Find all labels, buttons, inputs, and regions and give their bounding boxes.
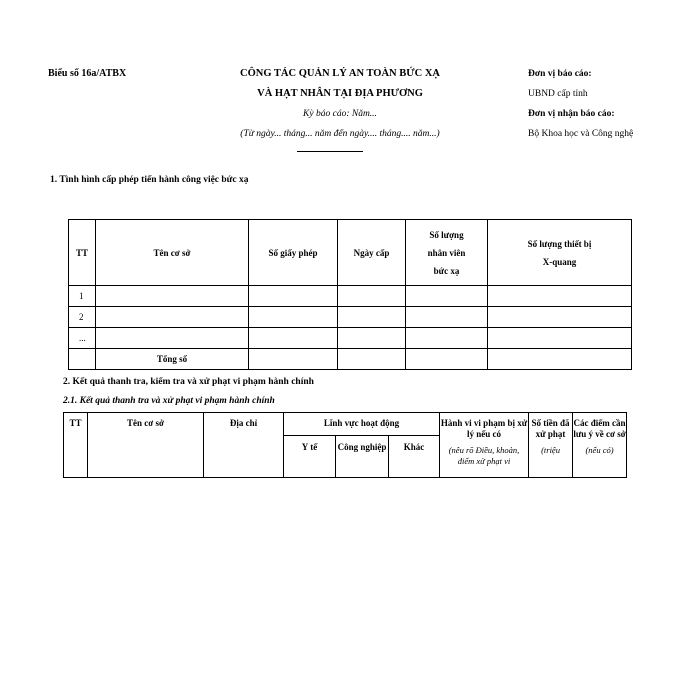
row-cell xyxy=(96,286,249,307)
report-title-block xyxy=(195,67,485,141)
row-cell xyxy=(249,286,338,307)
inspection-table xyxy=(63,412,627,478)
col-fine-label: Số tiền đã xử phạt xyxy=(531,418,570,439)
row-cell xyxy=(406,349,488,370)
col-fine xyxy=(529,413,573,478)
col-tt: TT xyxy=(64,413,88,478)
section2-1-heading: 2.1. Kết quả thanh tra và xử phạt vi phạm hành chính xyxy=(63,396,275,406)
col-tt: TT xyxy=(69,220,96,286)
col-staff-count xyxy=(406,220,488,286)
table-row xyxy=(69,307,632,328)
row-cell xyxy=(488,307,632,328)
table-row xyxy=(69,286,632,307)
col-xray-count-line1: Số lượng thiết bị xyxy=(527,238,592,249)
row-cell xyxy=(338,286,406,307)
row-cell xyxy=(338,328,406,349)
col-field-other: Khác xyxy=(389,436,440,478)
report-date-range: (Từ ngày... tháng... năm đến ngày.... tháng.... năm...) xyxy=(240,129,440,139)
col-xray-count xyxy=(488,220,632,286)
row-cell xyxy=(488,286,632,307)
col-violation-label: Hành vi vi phạm bị xử lý nếu có xyxy=(440,418,528,439)
row-cell xyxy=(338,307,406,328)
row-cell xyxy=(488,349,632,370)
licensing-table xyxy=(68,219,632,370)
col-address: Địa chỉ xyxy=(204,413,284,478)
table-row xyxy=(69,328,632,349)
col-notes-note: (nếu có) xyxy=(585,445,614,455)
reporting-unit-label: Đơn vị báo cáo: xyxy=(528,69,592,79)
report-title-line1: CÔNG TÁC QUẢN LÝ AN TOÀN BỨC XẠ xyxy=(239,68,440,79)
col-xray-count-line2: X-quang xyxy=(542,256,577,267)
col-fine-note: (triệu xyxy=(541,445,560,455)
row-tt: ... xyxy=(69,328,96,349)
form-code: Biểu số 16a/ATBX xyxy=(48,68,127,79)
row-cell xyxy=(249,328,338,349)
row-cell xyxy=(406,286,488,307)
col-notes-label: Các điểm cần lưu ý về cơ sở xyxy=(573,418,626,439)
row-cell xyxy=(488,328,632,349)
table-header-row xyxy=(64,413,627,436)
col-notes xyxy=(573,413,627,478)
report-title-line2: VÀ HẠT NHÂN TẠI ĐỊA PHƯƠNG xyxy=(257,88,423,99)
unit-info-block xyxy=(528,67,633,147)
table-header-row xyxy=(69,220,632,286)
row-cell xyxy=(406,307,488,328)
col-facility-name: Tên cơ sở xyxy=(88,413,204,478)
row-cell xyxy=(406,328,488,349)
title-divider xyxy=(297,151,363,152)
col-field-health: Y tế xyxy=(284,436,336,478)
row-cell xyxy=(249,349,338,370)
section1-heading: 1. Tình hình cấp phép tiến hành công việc bức xạ xyxy=(50,175,249,185)
row-cell xyxy=(249,307,338,328)
col-violation xyxy=(440,413,529,478)
report-period: Kỳ báo cáo: Năm... xyxy=(303,109,377,119)
col-activity-field: Lĩnh vực hoạt động xyxy=(284,413,440,436)
row-tt: 2 xyxy=(69,307,96,328)
col-facility-name: Tên cơ sở xyxy=(96,220,249,286)
table-total-row xyxy=(69,349,632,370)
receiving-unit-label: Đơn vị nhận báo cáo: xyxy=(528,109,615,119)
reporting-unit: UBND cấp tỉnh xyxy=(528,89,588,99)
col-issue-date: Ngày cấp xyxy=(338,220,406,286)
row-tt xyxy=(69,349,96,370)
section2-heading: 2. Kết quả thanh tra, kiểm tra và xử phạt vi phạm hành chính xyxy=(63,377,314,387)
col-violation-note: (nêu rõ Điều, khoản, điểm xử phạt vi xyxy=(448,445,520,466)
col-staff-count-line3: bức xạ xyxy=(433,265,460,276)
row-cell xyxy=(96,328,249,349)
col-license-number: Số giấy phép xyxy=(249,220,338,286)
row-tt: 1 xyxy=(69,286,96,307)
total-label: Tổng số xyxy=(96,349,249,370)
col-staff-count-line1: Số lượng xyxy=(429,229,464,240)
row-cell xyxy=(96,307,249,328)
receiving-unit: Bộ Khoa học và Công nghệ xyxy=(528,129,634,139)
col-staff-count-line2: nhân viên xyxy=(427,247,466,258)
col-field-industry: Công nghiệp xyxy=(336,436,389,478)
row-cell xyxy=(338,349,406,370)
